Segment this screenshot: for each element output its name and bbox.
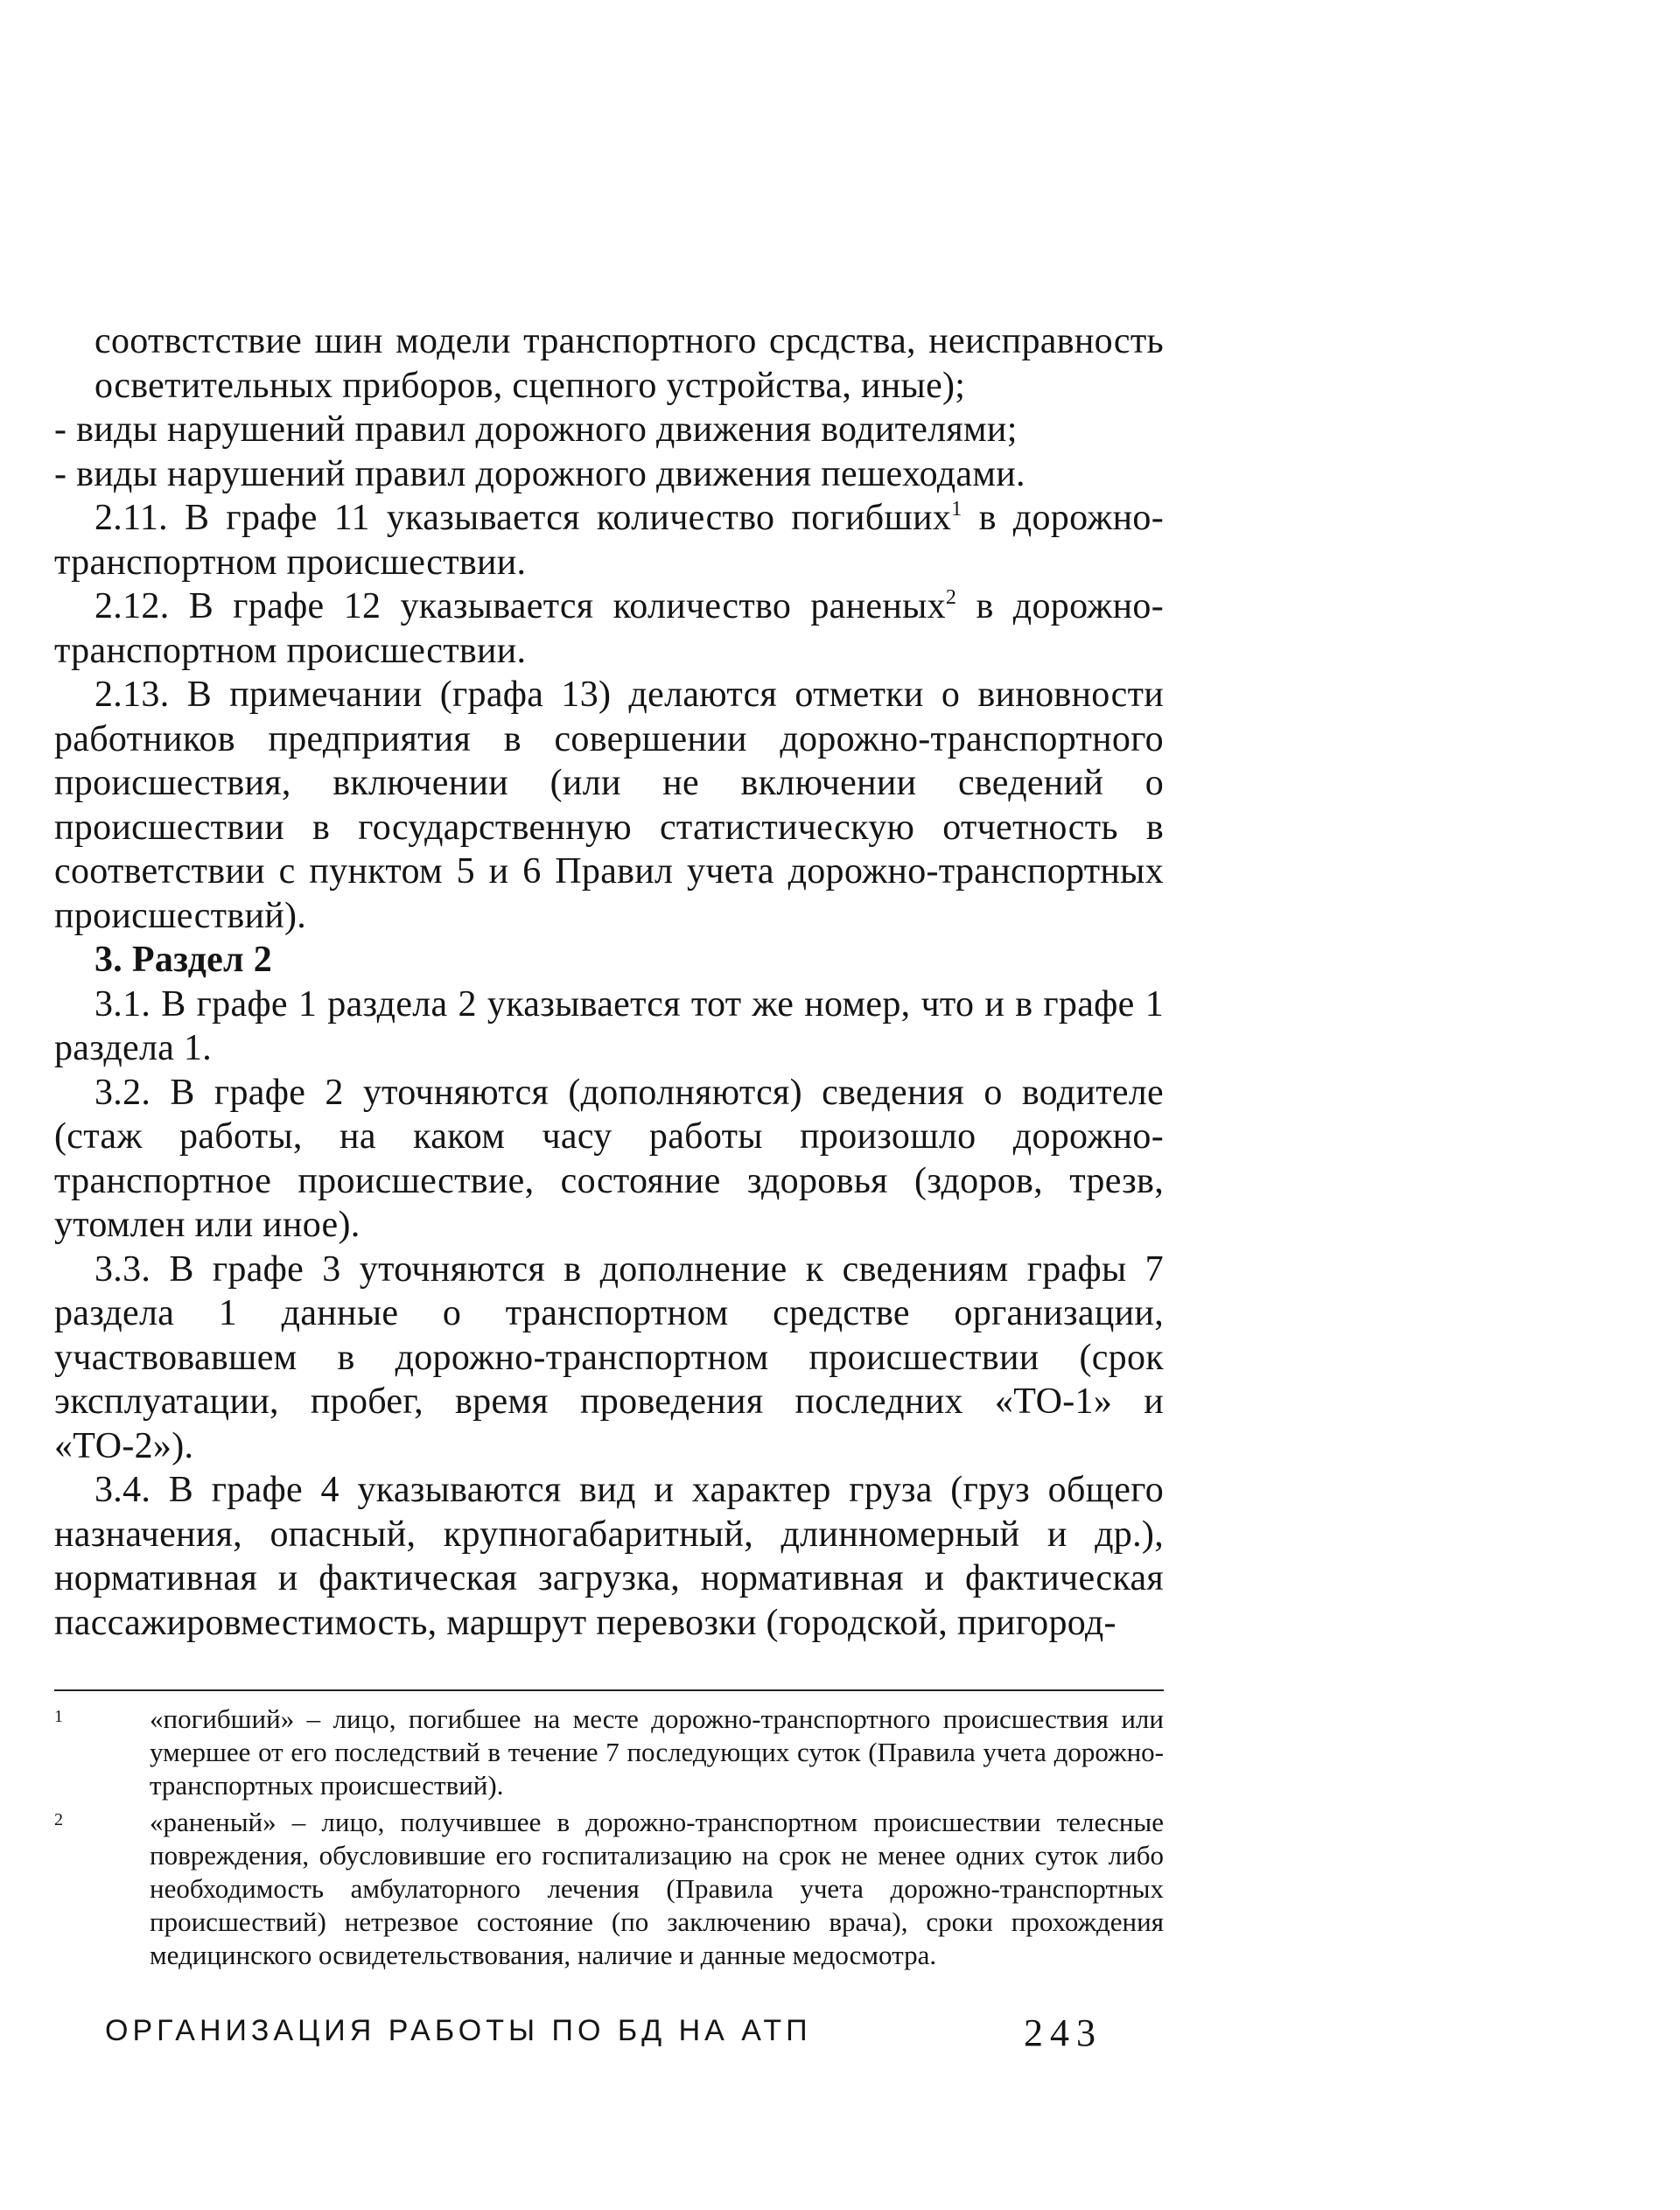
footnote-mark-2: 2 <box>54 1810 63 1829</box>
footnote-ref-1: 1 <box>951 498 962 521</box>
footnote-divider <box>54 1689 1164 1691</box>
section-heading: 3. Раздел 2 <box>94 940 273 980</box>
paragraph-2-12-text-b: в дорожно-транспортном происшествии. <box>54 586 1165 671</box>
footnote-text-2: «раненый» – лицо, получившее в дорожно-транспортном происшествии телесные повреждения, обусловившие его госпитализацию на срок не менее одних суток либо необходимость амбулаторного лечения (Правила учета дорожно-транспортных происшествий) нетрезвое состояние (по заключению врача), сроки прохождения медицинского освидетельствования, наличие и данные медосмотра. <box>150 1807 1164 1970</box>
footnote-2 <box>54 1806 1164 1972</box>
paragraph-2-11-text-b: в дорожно-транспортном происшествии. <box>54 498 1164 583</box>
paragraph-2-13: 2.13. В примечании (графа 13) делаются отметки о виновности работников предприятия в совершении дорожно-транспортного происшествия, включении (или не включении сведений о происшествии в государственную статистическую отчетность в соответствии с пунктом 5 и 6 Правил учета дорожно-транспортных происшествий). <box>54 675 1164 936</box>
page-number: 243 <box>1024 2011 1102 2054</box>
paragraph-3-2: 3.2. В графе 2 уточняются (дополняются) сведения о водителе (стаж работы, на каком часу работы произошло дорожно-транспортное происшествие, состояние здоровья (здоров, трезв, утомлен или иное). <box>54 1072 1164 1245</box>
paragraph-2-11-text-a: 2.11. В графе 11 указывается количество погибших <box>94 498 952 538</box>
footnote-text-1: «погибший» – лицо, погибшее на месте дорожно-транспортного происшествия или умершее от его последствий в течение 7 последующих суток (Правила учета дорожно-транспортных происшествий). <box>150 1703 1164 1801</box>
footnotes <box>54 1703 1164 1976</box>
footnote-ref-2: 2 <box>945 586 957 609</box>
footnote-1 <box>54 1703 1164 1802</box>
paragraph-2-11 <box>54 496 1164 584</box>
paragraph-2-12 <box>54 584 1164 673</box>
list-item-drivers: - виды нарушений правил дорожного движения водителями; <box>54 409 1018 450</box>
paragraph-3-3: 3.3. В графе 3 уточняются в дополнение к сведениям графы 7 раздела 1 данные о транспортном средстве организации, участвовавшем в дорожно-транспортном происшествии (срок эксплуатации, пробег, время проведения последних «ТО-1» и «ТО-2»). <box>54 1248 1164 1466</box>
paragraph-2-12-text-a: 2.12. В графе 12 указывается количество раненых <box>94 586 946 626</box>
list-item-pedestrians: - виды нарушений правил дорожного движения пешеходами. <box>54 453 1026 494</box>
running-footer-title: ОРГАНИЗАЦИЯ РАБОТЫ ПО БД НА АТП <box>105 2014 812 2047</box>
footnote-mark-1: 1 <box>54 1707 63 1726</box>
paragraph-3-4: 3.4. В графе 4 указываются вид и характер груза (груз общего назначения, опасный, крупногабаритный, длинномерный и др.), нормативная и фактическая загрузка, нормативная и фактическая пассажировместимость, маршрут перевозки (городской, пригород- <box>54 1470 1164 1643</box>
paragraph-continued: соотвстствие шин модели транспортного срсдства, неисправность осветительных приборов, сцепного устройства, иные); <box>94 321 1164 406</box>
body-text <box>54 319 1164 1645</box>
paragraph-3-1: 3.1. В графе 1 раздела 2 указывается тот же номер, что и в графе 1 раздела 1. <box>54 983 1164 1068</box>
page-footer <box>105 2011 1111 2058</box>
